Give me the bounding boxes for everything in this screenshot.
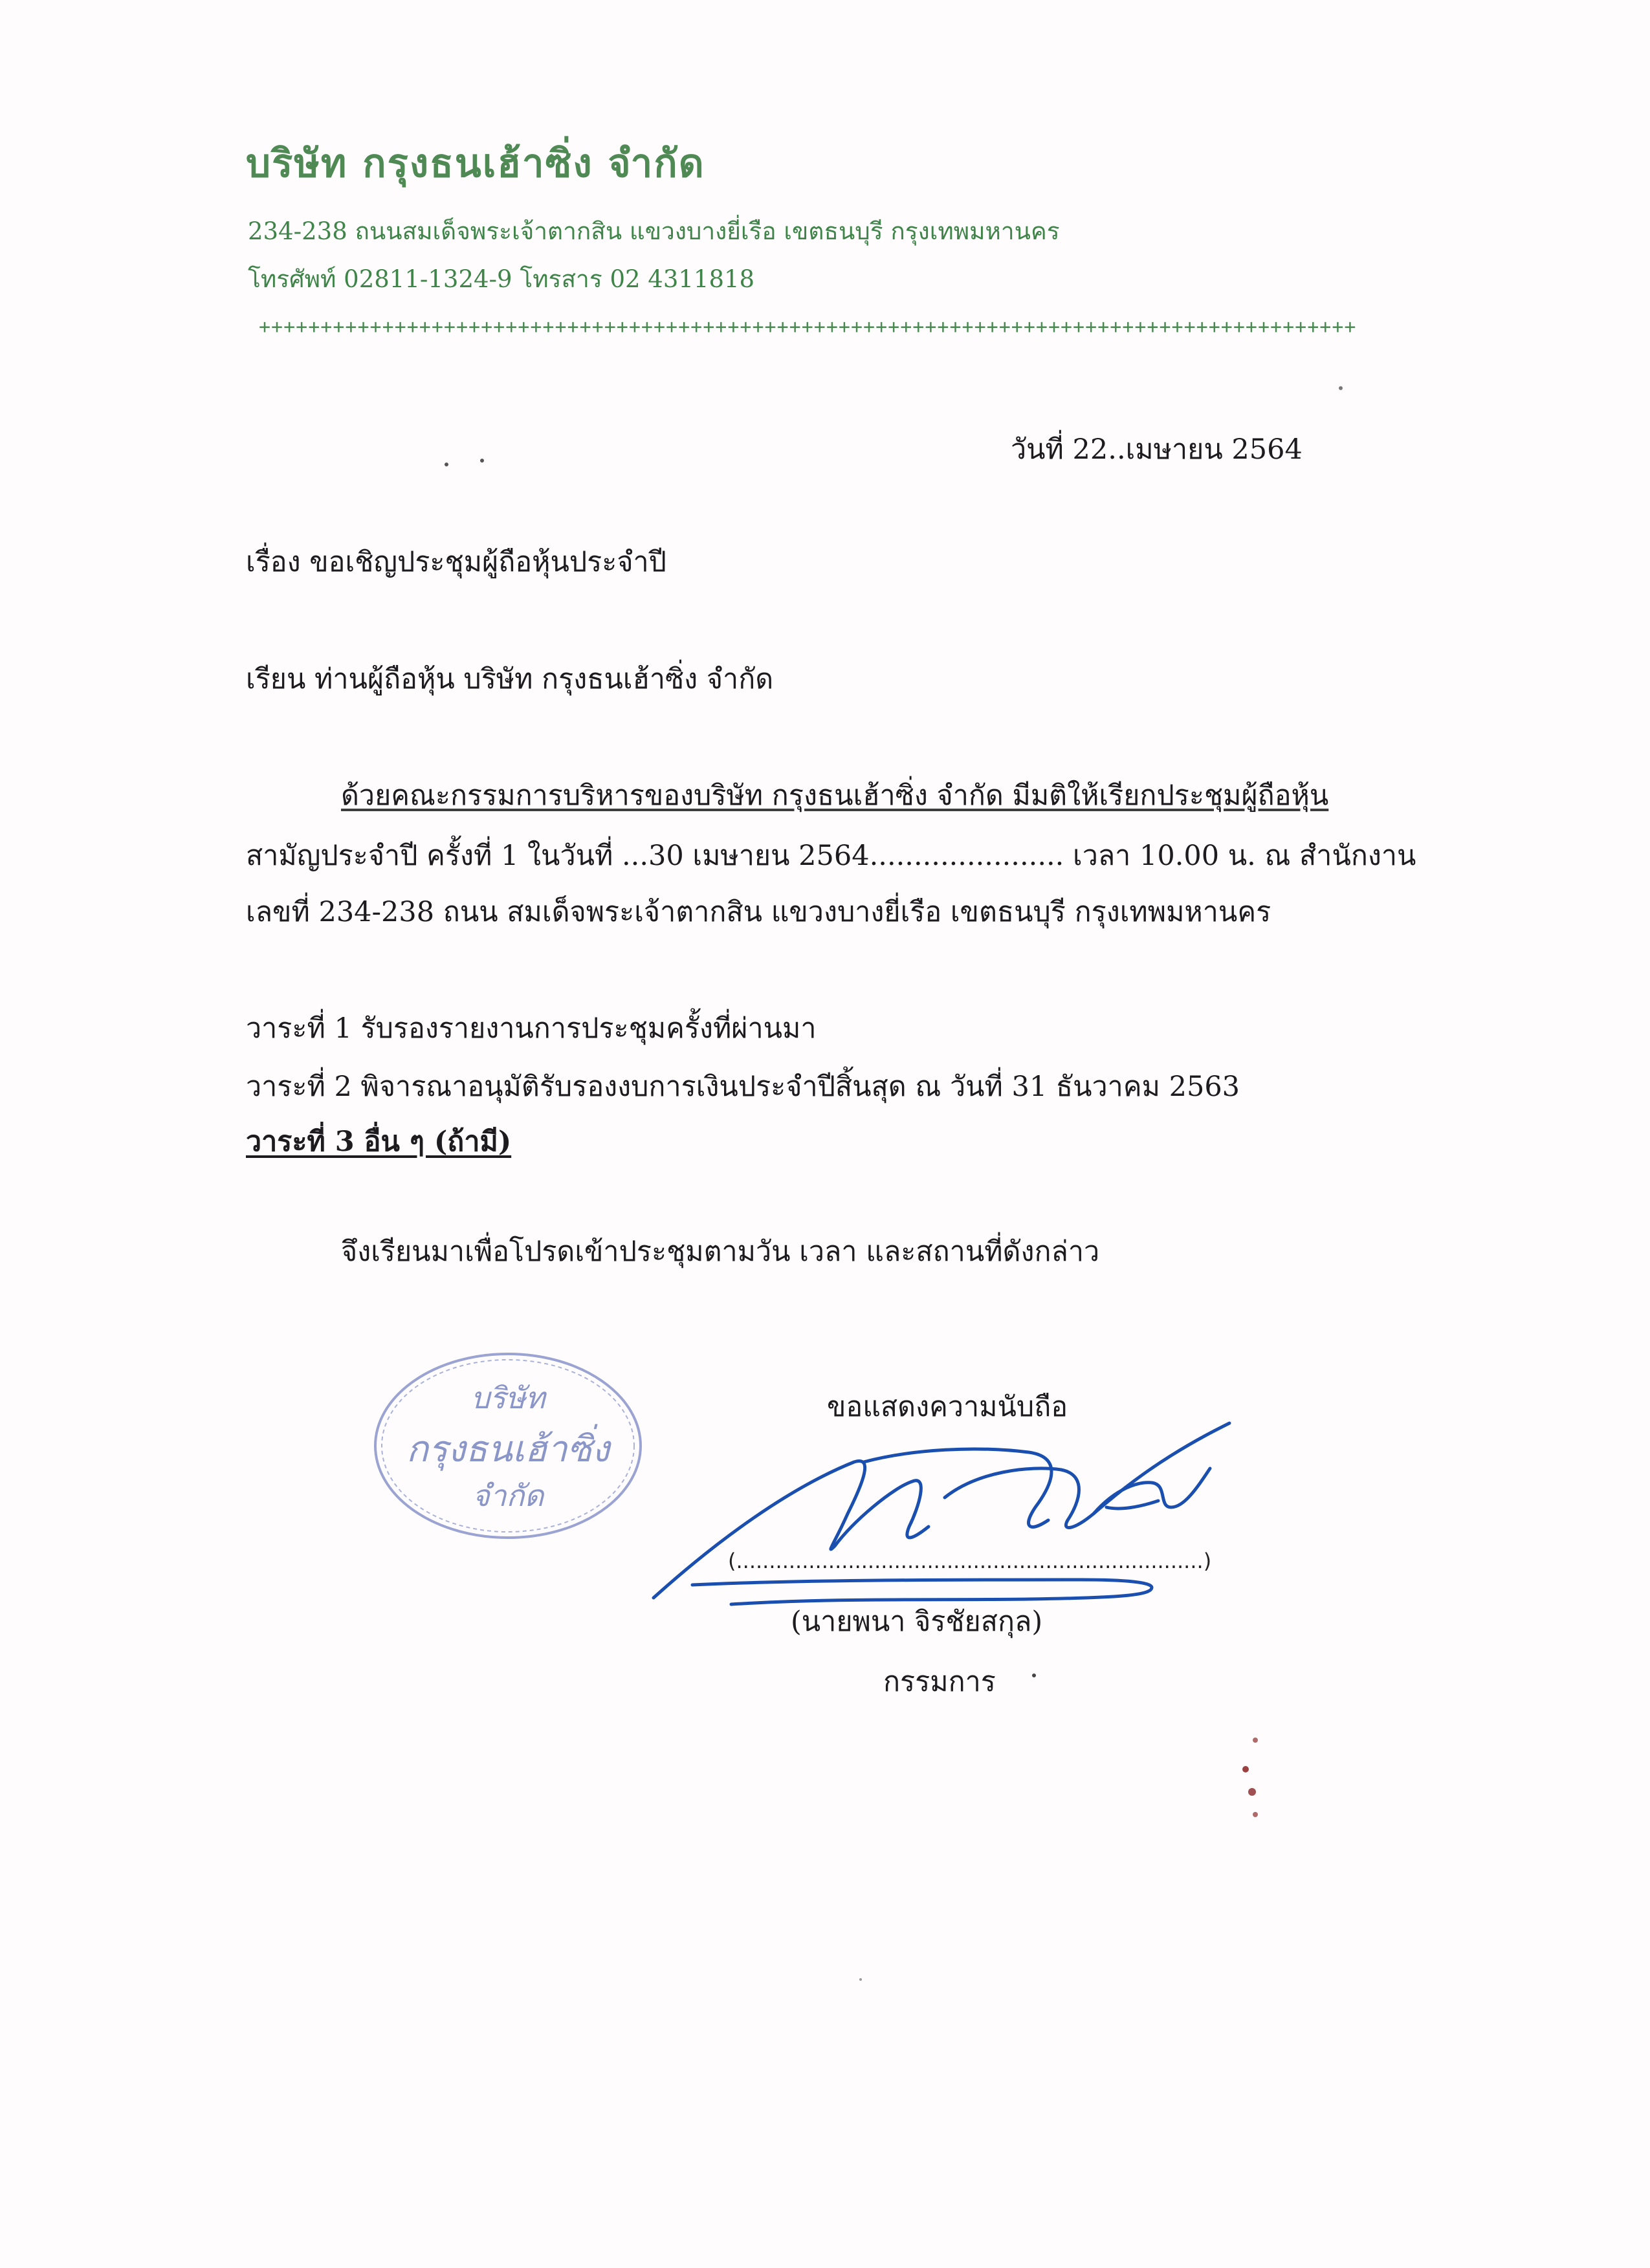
letter-subject: เรื่อง ขอเชิญประชุมผู้ถือหุ้นประจำปี <box>246 546 666 578</box>
body-line-3: เลขที่ 234-238 ถนน สมเด็จพระเจ้าตากสิน แขวงบางยี่เรือ เขตธนบุรี กรุงเทพมหานคร <box>246 896 1271 928</box>
letter-date: วันที่ 22..เมษายน 2564 <box>1011 433 1303 466</box>
signatory-name: (นายพนา จิรชัยสกุล) <box>791 1606 1043 1638</box>
agenda-item-3: วาระที่ 3 อื่น ๆ (ถ้ามี) <box>246 1126 512 1158</box>
body-line-1: ด้วยคณะกรรมการบริหารของบริษัท กรุงธนเฮ้าซิ่ง จำกัด มีมติให้เรียกประชุมผู้ถือหุ้น <box>341 780 1329 812</box>
handwritten-signature <box>641 1410 1242 1617</box>
stamp-text-line-3: จำกัด <box>472 1478 544 1513</box>
company-address: 234-238 ถนนสมเด็จพระเจ้าตากสิน แขวงบางยี่เรือ เขตธนบุรี กรุงเทพมหานคร <box>248 217 1060 245</box>
company-stamp <box>366 1346 650 1546</box>
signatory-title: กรรมการ <box>883 1666 996 1698</box>
stamp-text-line-2: กรุงธนเฮ้าซิ่ง <box>406 1428 610 1470</box>
body-line-2: สามัญประจำปี ครั้งที่ 1 ในวันที่ ...30 เมษายน 2564...................... เวลา 10.00 น. ณ สำนักงาน <box>246 840 1416 872</box>
letterhead-separator: +++++++++++++++++++++++++++++++++++++++++++++++++++++++++++++++++++++++++++++++++++++++++ <box>259 316 1357 338</box>
company-name: บริษัท กรุงธนเฮ้าซิ่ง จำกัด <box>246 141 705 186</box>
signature-line: (.......................................................................) <box>728 1549 1212 1573</box>
stamp-text-line-1: บริษัท <box>470 1380 545 1415</box>
closing-regards: ขอแสดงความนับถือ <box>827 1391 1068 1423</box>
agenda-item-2: วาระที่ 2 พิจารณาอนุมัติรับรองงบการเงินประจำปีสิ้นสุด ณ วันที่ 31 ธันวาคม 2563 <box>246 1071 1240 1103</box>
company-contact: โทรศัพท์ 02811-1324-9 โทรสาร 02 4311818 <box>248 265 755 293</box>
letter-salutation: เรียน ท่านผู้ถือหุ้น บริษัท กรุงธนเฮ้าซิ่ง จำกัด <box>246 663 774 695</box>
closing-line: จึงเรียนมาเพื่อโปรดเข้าประชุมตามวัน เวลา และสถานที่ดังกล่าว <box>341 1236 1100 1268</box>
agenda-item-1: วาระที่ 1 รับรองรายงานการประชุมครั้งที่ผ่านมา <box>246 1012 817 1045</box>
